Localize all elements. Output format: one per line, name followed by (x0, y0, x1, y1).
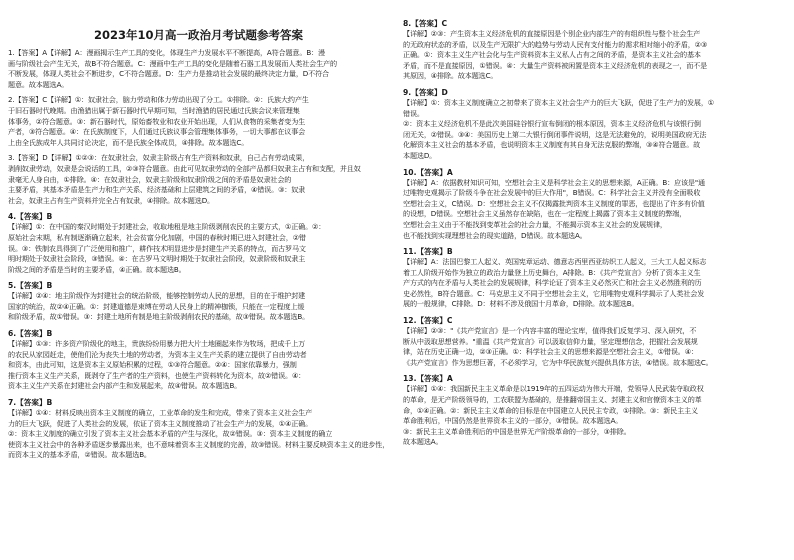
answer-block (8, 95, 394, 148)
answer-text-line: ②：资本主义经济危机不是此次美国硅谷银行宣布倒闭的根本原因，资本主义经济危机与该银行倒 (403, 119, 701, 129)
answer-block (403, 18, 787, 82)
answer-text-line: 错误。 (403, 108, 424, 118)
answer-heading: 12.【答案】C (403, 316, 453, 326)
answer-heading: 10.【答案】A (403, 167, 453, 177)
answer-text-line: 体事务，②符合题意。③：新石器时代，原始畜牧业和农业开始出现，人们从食物的采集者变为生 (8, 116, 306, 126)
answer-text-line: 【详解】①④：材料反映出资本主义制度的确立，工业革命的发生和完成，带来了资本主义社会生产 (8, 408, 313, 418)
answer-text-line: 2.【答案】C【详解】①：奴隶社会，脑力劳动和体力劳动出现了分工。①排除。②：氏族大约产生 (8, 95, 309, 105)
answer-text-line: 【详解】A：法国巴黎工人起义、英国宪章运动、德意志西里西亚纺织工人起义，三大工人起义标志 (403, 257, 707, 267)
answer-text-line: 的革命，是无产阶级领导的，工农联盟为基础的，是推翻帝国主义、封建主义和官僚资本主义的革 (403, 395, 702, 405)
answer-text-line: 【详解】①：在中国的秦汉时期处于封建社会，收取地租是地主阶级剥削农民的主要方式，①正确。②： (8, 222, 326, 232)
answer-text-line: 空想社会主义，C错误。D：空想社会主义不仅揭露批判资本主义制度的罪恶，也提出了许多有价值 (403, 198, 705, 208)
answer-text-line: 断从中汲取思想营养。"重温《共产党宣言》可以汲取信仰力量，坚定理想信念，把握社会发展规 (403, 336, 698, 346)
answer-text-line: 阶级之间的矛盾是当时的主要矛盾，④正确。故本题选B。 (8, 264, 186, 274)
answer-text-line: 史必然性，B符合题意。C：马克思主义不同于空想社会主义，它用唯物史观科学揭示了人类社会发 (403, 288, 705, 298)
answer-block (8, 397, 394, 461)
answer-text-line: 使资本主义社会中的各种矛盾逐步暴露出来，也不意味着资本主义制度的完善，故③错误。材料主要反映资本主义的进步性， (8, 439, 390, 449)
answer-text-line: 1.【答案】A【详解】A：漫画揭示生产工具的变化，体现生产力发展水平不断提高，A符合题意。B：漫 (8, 48, 325, 57)
answer-text-line: 明时期处于奴隶社会阶段，③错误。④：在古罗马文明时期处于奴隶社会阶段，奴隶阶级和奴隶主 (8, 254, 306, 264)
answer-text-line: 化解资本主义社会的基本矛盾，也说明资本主义制度有其自身无法克服的弊端，③④符合题意。故 (403, 140, 701, 150)
answer-text-line: 本题选D。 (403, 150, 437, 160)
answer-heading: 6.【答案】B (8, 329, 53, 339)
answer-text-line: 【详解】①③：许多资产阶级化的地主，贵族纷纷用暴力把大片土地圈起来作为牧场，把成千上万 (8, 339, 306, 349)
answer-text-line: 隶毫无人身自由，①排除。④：在奴隶社会，奴隶主阶级和奴隶阶级之间的矛盾是奴隶社会的 (8, 174, 292, 184)
answer-text-line: 而资本主义的基本矛盾，②错误。故本题选B。 (8, 450, 151, 460)
answer-text-line: 也不能找到实现理想社会的现实道路，D错误。故本题选A。 (403, 230, 587, 240)
answer-heading: 4.【答案】B (8, 212, 53, 222)
answer-text-line: 剥削奴隶劳动，奴隶是会说话的工具，②③符合题意。由此可见奴隶劳动的全部产品都归奴隶主占有和支配，并且奴 (8, 163, 361, 173)
answer-block (8, 211, 394, 275)
answer-text-line: 【详解】①：资本主义制度确立之初带来了资本主义社会生产力的巨大飞跃，促进了生产力的发展，① (403, 97, 714, 107)
answer-heading: 8.【答案】C (403, 19, 448, 28)
answer-text-line: 矛盾，而不是直接原因，①错误。④：大量生产资料被闲置是资本主义经济危机的表现之一，而不是 (403, 60, 708, 70)
answer-heading: 5.【答案】B (8, 281, 53, 291)
page-title: 2023年10月高一政治月考试题参考答案 (93, 28, 303, 42)
answer-text-line: 产方式的内在矛盾与人类社会的发展规律，科学论证了资本主义必然灭亡和社会主义必然胜利的历 (403, 278, 702, 288)
answer-text-line: 【详解】②③："《共产党宣言》是一个内容丰富的理论宝库，值得我们反复学习、深入研究，不 (403, 326, 697, 336)
answer-heading: 9.【答案】D (403, 87, 448, 97)
answer-text-line: 社会，奴隶主占有生产资料并完全占有奴隶，④排除。故本题选D。 (8, 195, 214, 205)
answer-text-line: 和资本，由此可知，这是资本主义原始积累的过程，①③符合题意。②④：国家依靠暴力，强制 (8, 360, 297, 370)
answer-text-line: 【详解】②③：产生资本主义经济危机的直接原因是个别企业内部生产的有组织性与整个社会生产 (403, 29, 701, 38)
answer-heading: 7.【答案】B (8, 398, 53, 408)
answer-text-line: 的设想，D错误。空想社会主义虽然存在缺陷，也在一定程度上揭露了资本主义制度的弊端， (403, 209, 687, 219)
answer-heading: 13.【答案】A (403, 374, 453, 384)
answer-block (403, 315, 787, 368)
answer-text-line: 革命胜利后，中国仍然是世界资本主义的一部分，③错误。故本题选A。 (403, 416, 623, 426)
answer-block (8, 48, 394, 90)
answer-block (8, 328, 394, 392)
answer-text-line: 的农民从家园赶走，使他们沦为丧失土地的劳动者，为资本主义生产关系的建立提供了自由劳动者 (8, 349, 307, 359)
answer-text-line: 命，①④正确。②：新民主主义革命的目标是在中国建立人民民主专政，①排除。③：新民主主义 (403, 405, 698, 415)
answer-text-line: 其原因，④排除。故本题选C。 (403, 71, 498, 81)
right-column (403, 18, 787, 556)
answer-text-line: 画与阶级社会产生无关，故B不符合题意。C：漫画中生产工具的变化是随着石器工具发展而人类社会生产的 (8, 58, 337, 68)
answer-text-line: 力的巨大飞跃，促进了人类社会的发展，依证了资本主义制度推动了社会生产力的发展，①④正确。 (8, 418, 313, 428)
answer-text-line: 误。③：铁制农具得到了广泛使用和推广，耕作技术明显进步是封建生产关系的特点，而古罗马文 (8, 243, 306, 253)
answer-text-line: 国家的统治，故②④正确。①：封建道德是束缚在劳动人民身上的精神枷锁，只能在一定程度上缓 (8, 301, 305, 311)
answer-text-line: 的无政府状态的矛盾，以及生产无限扩大的趋势与劳动人民有支付能力的需求相对缩小的矛盾，②③ (403, 39, 708, 49)
answer-text-line: ③：新民主主义革命胜利后的中国是世界无产阶级革命的一部分，③排除。 (403, 426, 631, 436)
answer-text-line: 上由全氏族成年人共同讨论决定，而不是氏族全体成员，④排除。故本题选C。 (8, 137, 249, 147)
answer-block (403, 87, 787, 162)
answer-text-line: 【详解】②④：地主阶级作为封建社会的统治阶级，能够控制劳动人民的思想，目的在于维护封建 (8, 291, 306, 301)
left-column (8, 48, 394, 556)
answer-text-line: 推行资本主义生产关系，既剥夺了生产者的生产资料，也使生产资料转化为资本，故②错误。④： (8, 370, 306, 380)
answer-block (403, 167, 787, 242)
answer-text-line: 不断发展，体现人类社会不断进步，C不符合题意。D：生产力是推动社会发展的最终决定力量，D不符合 (8, 69, 329, 79)
answer-block (8, 153, 394, 206)
answer-text-line: ②：资本主义制度的确立引发了资本主义社会基本矛盾的产生与深化，故②错误。③：资本主义制度的确立 (8, 429, 333, 439)
answer-text-line: 故本题选A。 (403, 437, 443, 447)
answer-heading: 11.【答案】B (403, 247, 453, 257)
answer-text-line: 3.【答案】D【详解】①②③：在奴隶社会，奴隶主阶级占有生产资料和奴隶，自己占有劳动成果， (8, 153, 310, 163)
answer-text-line: 于旧石器时代晚期。由渔猎出属于新石器时代早期可知，当时渔猎的居民通过氏族会议来管理集 (8, 105, 300, 115)
answer-text-line: 过唯物史观揭示了阶级斗争在社会发展中的巨大作用"，B错误。C：科学社会主义并没有全面吸收 (403, 188, 701, 198)
answer-text-line: 正确。①：资本主义生产社会化与生产资料资本主义私人占有之间的矛盾，是资本主义社会的基本 (403, 50, 701, 60)
answer-text-line: 主要矛盾，其基本矛盾是生产力和生产关系、经济基础和上层建筑之间的矛盾，④错误。③：奴隶 (8, 185, 306, 195)
answer-text-line: 【详解】①④：我国新民主主义革命是以1919年的五四运动为伟大开端，党领导人民武装夺取政权 (403, 384, 704, 394)
answer-text-line: 原始社会末期，私有制逐渐确立起来，社会贫富分化加剧，中国的春秋时期已进入封建社会，②错 (8, 232, 306, 242)
answer-block (403, 246, 787, 310)
answer-text-line: 和阶级矛盾，故①错误。③：封建土地所有制是地主阶级剥削农民的基础，故③错误。故本题选B。 (8, 312, 310, 322)
answer-text-line: 展的一般规律，C排除。D：材料不涉及俄国十月革命，D排除。故本题选B。 (403, 299, 639, 309)
answer-text-line: 产者，③符合题意。④：在氏族制度下，人们通过氏族议事会管理集体事务，一切大事都在议事会 (8, 127, 306, 137)
answer-text-line: 律，站在历史正确一边，②③正确。①：科学社会主义的思想来源是空想社会主义，①错误。④： (403, 347, 698, 357)
answer-text-line: 资本主义生产关系在封建社会内部产生和发展起来，故④错误。故本题选B。 (8, 381, 242, 391)
answer-text-line: 《共产党宣言》作为思想巨著，不必须学习，它为中华民族复兴提供具体方法，④错误。故本题选C。 (403, 357, 713, 367)
answer-block (403, 373, 787, 448)
answer-text-line: 空想社会主义由于不能找到变革社会的社会力量，不能揭示资本主义社会的发展规律， (403, 219, 667, 229)
answer-text-line: 【详解】A：依据教材知识可知，空想社会主义是科学社会主义的思想来源，A正确。B：应该是"通 (403, 177, 705, 187)
answer-block (8, 280, 394, 323)
answer-text-line: 着工人阶级开始作为独立的政治力量登上历史舞台，A排除。B：《共产党宣言》分析了资本主义生 (403, 267, 701, 277)
answer-text-line: 闭无关，②错误。③④：美国历史上第二大银行倒闭事件说明，这是无法避免的，说明美国政府无法 (403, 129, 707, 139)
answer-text-line: 题意。故本题选A。 (8, 79, 69, 89)
